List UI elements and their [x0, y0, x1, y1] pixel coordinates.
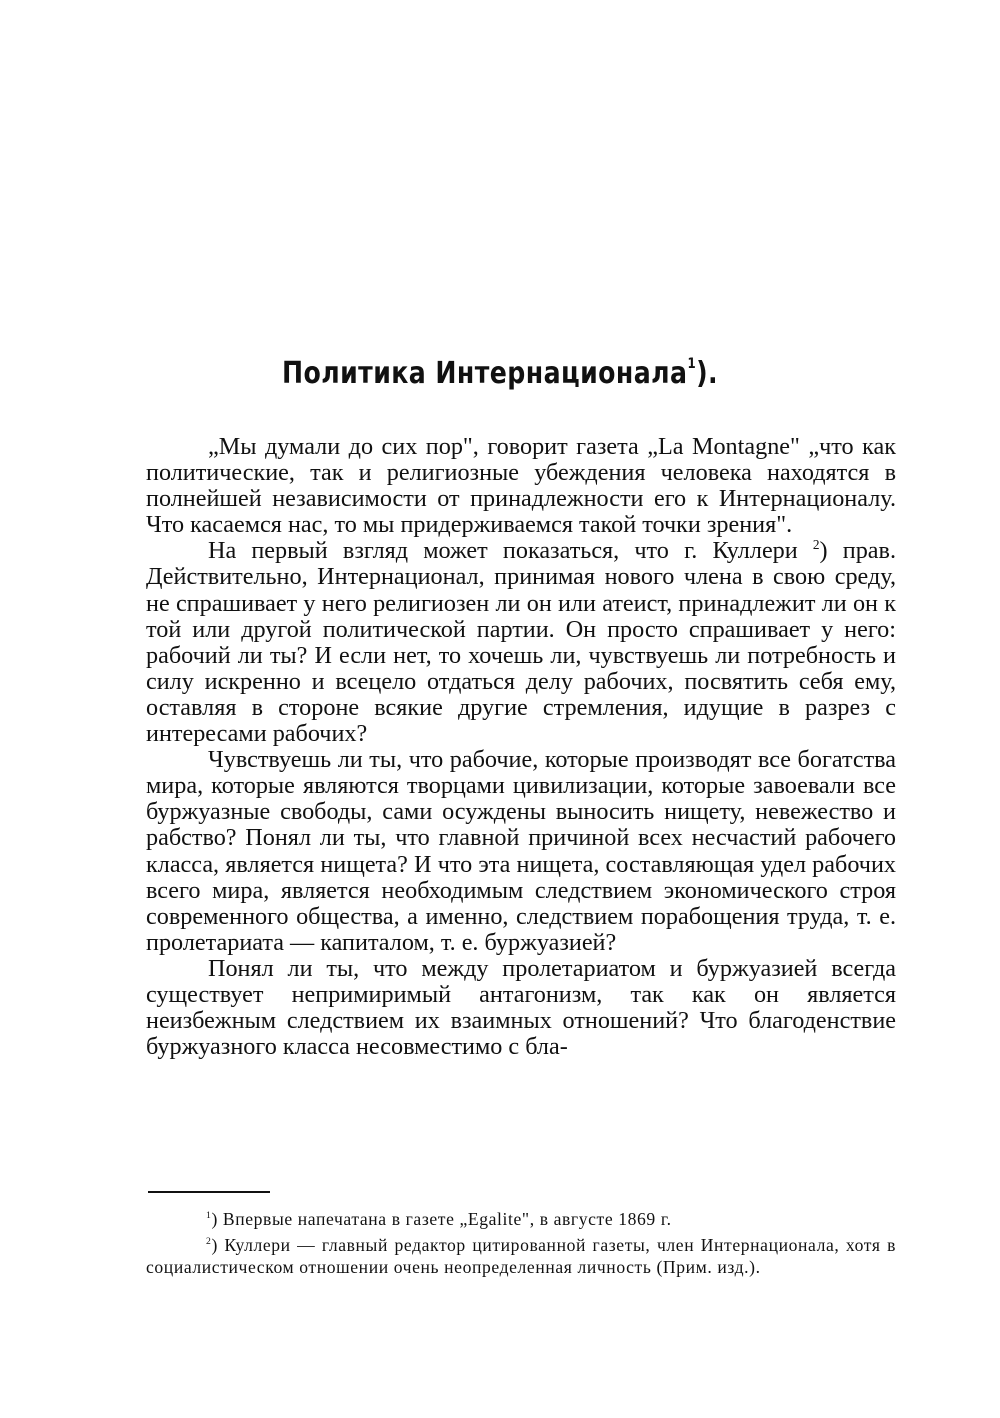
body-text: [146, 434, 896, 1060]
paragraph-4: [146, 956, 896, 1060]
paragraph-2: [146, 538, 896, 747]
title-footnote-mark[interactable]: 1: [687, 356, 697, 372]
paragraph-text: „Мы думали до сих пор", говорит газета „La Montagne" „что как политические, так и религиозные убеждения человека находятся в полнейшей независимости от принадлежности его к Интернационалу. Что касаемся нас, то мы придерживаемся такой точки зрения".: [146, 433, 896, 539]
footnote-ref-2[interactable]: 2: [812, 537, 820, 553]
footnote-text: ) Впервые напечатана в газете „Egalite", в августе 1869 г.: [211, 1209, 672, 1229]
paragraph-text: ) прав. Действительно, Интернационал, принимая нового члена в свою среду, не спрашивает у него религиозен ли он или атеист, принадлежит ли он к той или другой политической партии. Он просто спрашивает у него: рабочий ли ты? И если нет, то хочешь ли, чувствуешь ли потребность и силу искренно и всецело отдаться делу рабочих, посвятить себя ему, оставляя в стороне всякие другие стремления, идущие в разрез с интересами рабочих?: [146, 537, 897, 748]
paragraph-text: Понял ли ты, что между пролетариатом и буржуазией всегда существует непримиримый антагонизм, так как он является неизбежным следствием их взаимных отношений? Что благоденствие буржуазного класса несовместимо с бла-: [146, 954, 896, 1061]
footnote-mark: 2: [206, 1235, 212, 1247]
chapter-title-text: Политика Интернационала: [281, 356, 688, 391]
paragraph-text: На первый взгляд может показаться, что г. Куллери: [208, 537, 813, 565]
footnotes: [146, 1208, 896, 1282]
footnote-divider: [148, 1191, 270, 1193]
footnote-1: [146, 1208, 896, 1231]
chapter-title-trailing: ).: [696, 356, 719, 391]
paragraph-text: Чувствуешь ли ты, что рабочие, которые производят все богатства мира, которые являются творцами цивилизации, которые завоевали все буржуазные свободы, сами осуждены выносить нищету, невежество и рабство? Понял ли ты, что главной причиной всех несчастий рабочего класса, является нищета? И что эта нищета, составляющая удел рабочих всего мира, является необходимым следствием экономического строя современного общества, а именно, следствием порабощения труда, т. е. пролетариата — капиталом, т. е. буржуазией?: [146, 746, 896, 956]
footnote-2: [146, 1234, 896, 1279]
footnote-mark: 1: [206, 1210, 212, 1222]
paragraph-1: [146, 434, 896, 538]
footnote-text: ) Куллери — главный редактор цитированной газеты, член Интернационала, хотя в социалистическом отношении очень неопределенная личность (Прим. изд.).: [146, 1234, 896, 1277]
paragraph-3: [146, 747, 896, 956]
chapter-title: [80, 356, 920, 391]
